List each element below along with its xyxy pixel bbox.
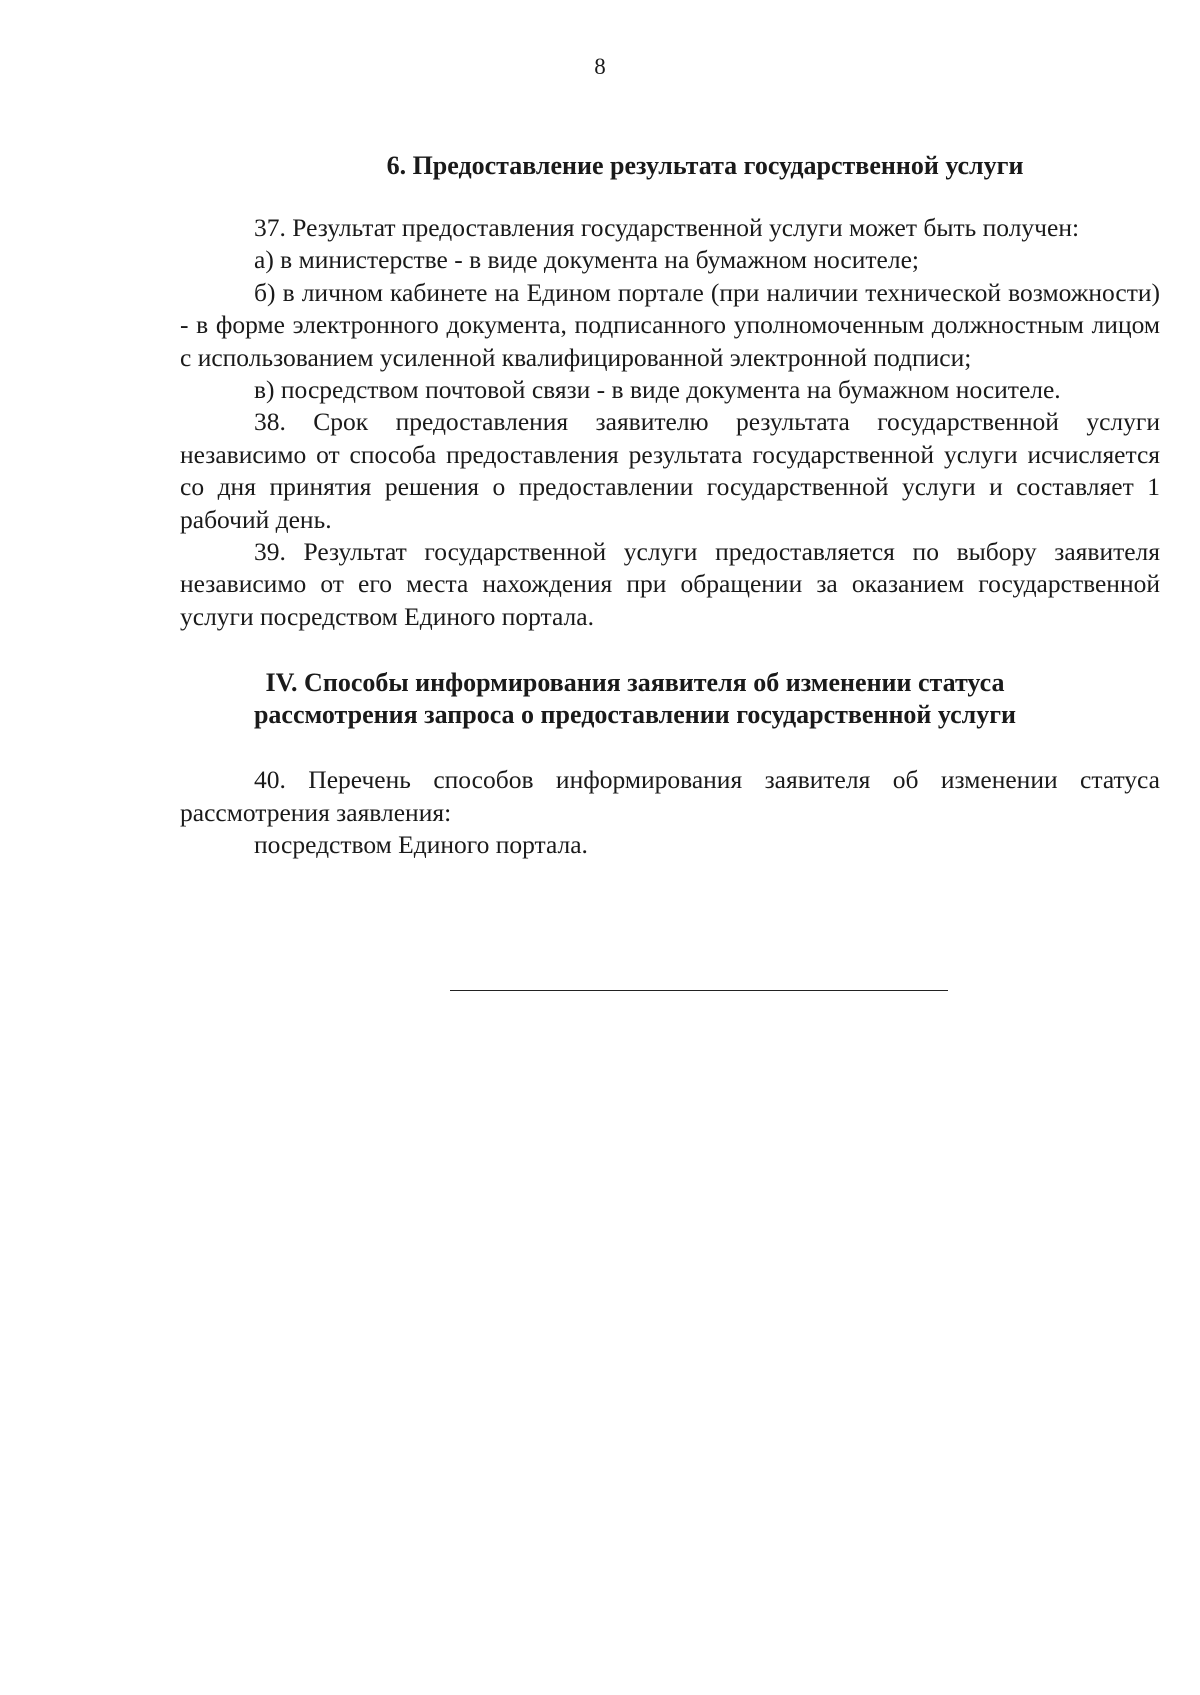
page-number: 8: [594, 54, 606, 79]
section-iv-heading: [180, 667, 1160, 731]
paragraph-40: 40. Перечень способов информирования заявителя об изменении статуса рассмотрения заявления:: [180, 765, 1160, 827]
paragraph-39: 39. Результат государственной услуги предоставляется по выбору заявителя независимо от его места нахождения при обращении за оказанием государственной услуги посредством Единого портала.: [180, 537, 1160, 631]
paragraph-40-item: посредством Единого портала.: [254, 830, 588, 860]
section-iv-heading-line-2: рассмотрения запроса о предоставлении государственной услуги: [253, 700, 1017, 730]
paragraph-37: 37. Результат предоставления государственной услуги может быть получен:: [254, 213, 1080, 242]
section-iv-heading-line-1: IV. Способы информирования заявителя об изменении статуса: [265, 668, 1005, 698]
section-6-heading: 6. Предоставление результата государственной услуги: [386, 151, 1024, 180]
paragraph-37-b: б) в личном кабинете на Едином портале (при наличии технической возможности) - в форме электронного документа, подписанного уполномоченным должностным лицом с использованием усиленной квалифицированной электронной подписи;: [180, 277, 1160, 372]
paragraph-38: 38. Срок предоставления заявителю результата государственной услуги независимо от способа предоставления результата государственной услуги исчисляется со дня принятия решения о предоставлении государственной услуги и составляет 1 рабочий день.: [180, 407, 1160, 534]
end-divider-line: [450, 990, 948, 991]
paragraph-37-a: а) в министерстве - в виде документа на бумажном носителе;: [254, 245, 919, 275]
document-body: [180, 150, 1160, 862]
paragraph-37-v: в) посредством почтовой связи - в виде документа на бумажном носителе.: [254, 375, 1061, 405]
